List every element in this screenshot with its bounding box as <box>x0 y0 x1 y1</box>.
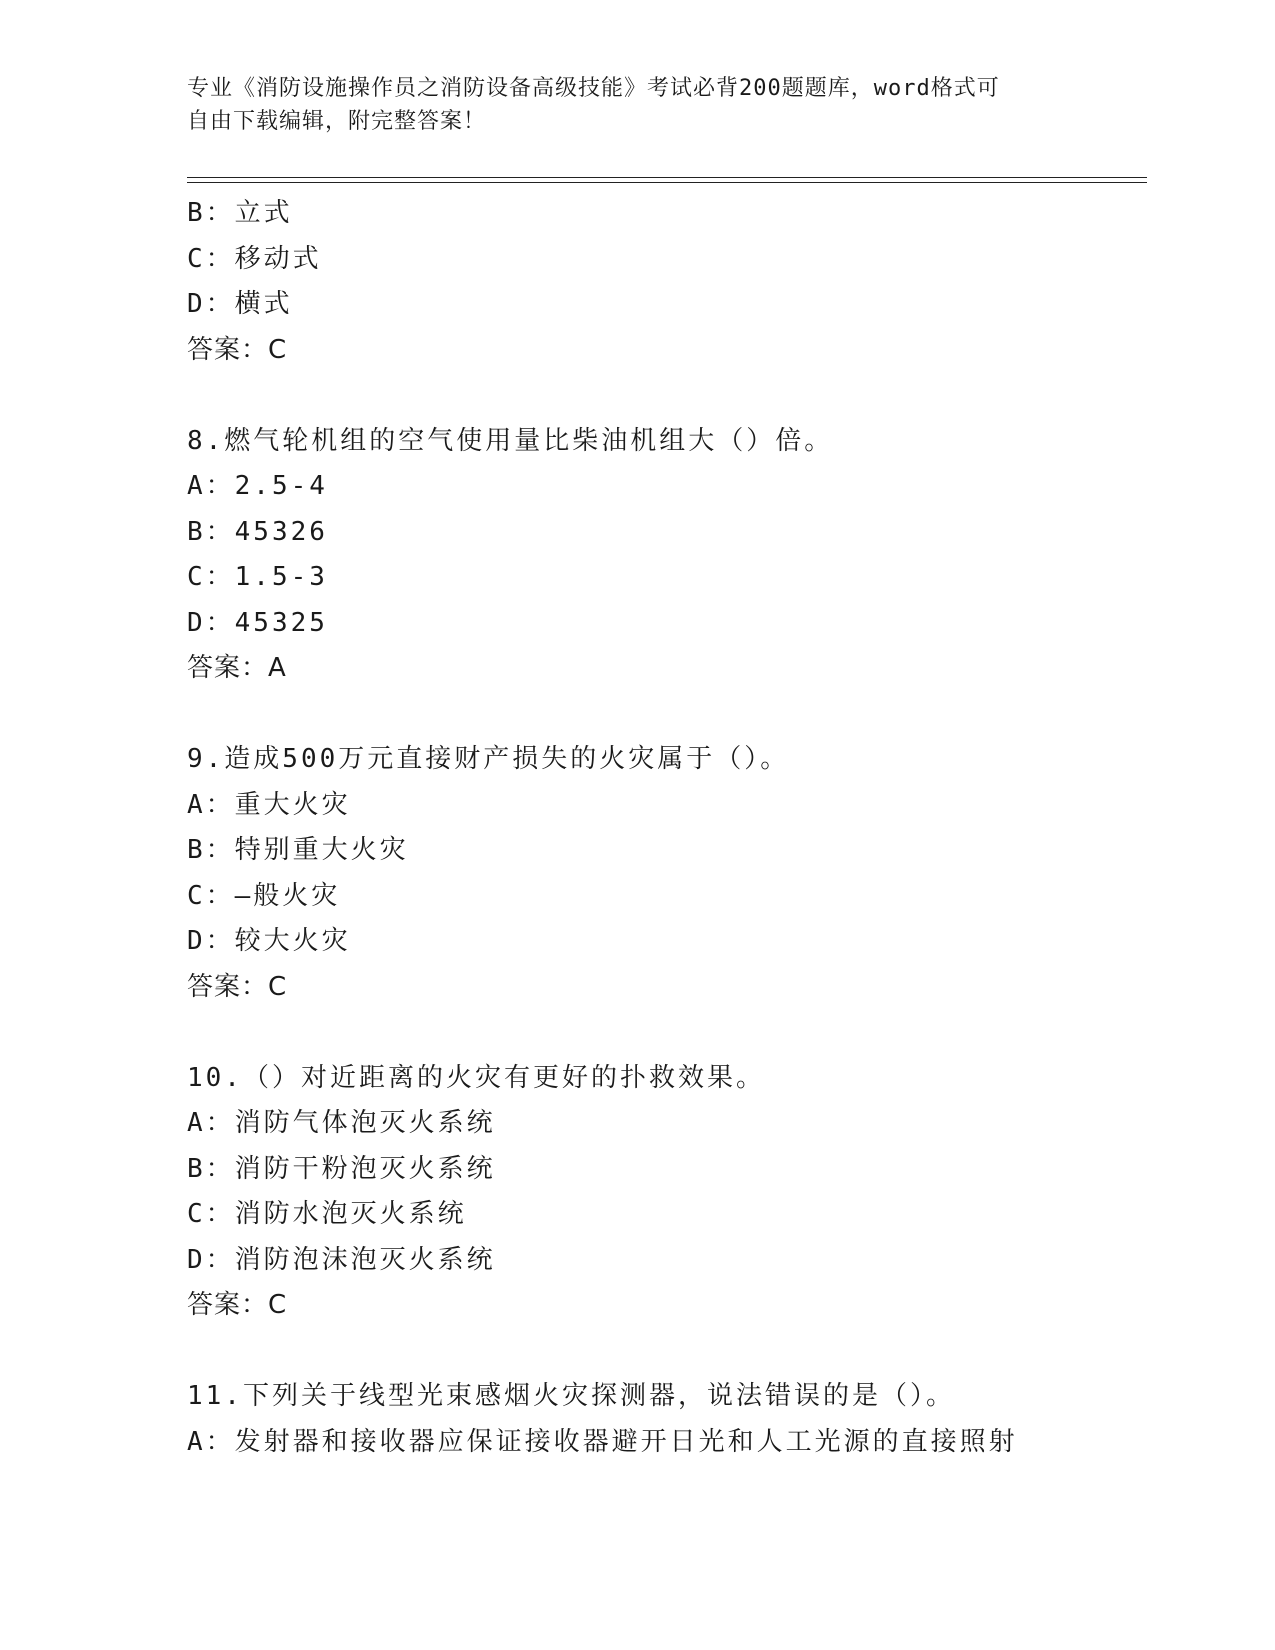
question-list <box>187 191 1167 1465</box>
question-9 <box>187 737 1167 1010</box>
question-gap <box>187 1010 1167 1056</box>
option-d: D：横式 <box>187 289 293 319</box>
question-11 <box>187 1374 1167 1465</box>
document-header <box>187 72 1067 138</box>
option-b: B：消防干粉泡灭火系统 <box>187 1153 496 1184</box>
option-b: B：特别重大火灾 <box>187 835 409 865</box>
question-10 <box>187 1056 1167 1329</box>
option-a: A：消防气体泡灭火系统 <box>187 1108 496 1138</box>
option-c: C：移动式 <box>187 243 322 274</box>
question-stem: 11.下列关于线型光束感烟火灾探测器，说法错误的是（）。 <box>187 1381 955 1411</box>
header-line-1: 专业《消防设施操作员之消防设备高级技能》考试必背200题题库，word格式可 <box>187 76 1000 101</box>
answer-line: 答案：C <box>187 971 288 1002</box>
option-d: D：消防泡沫泡灭火系统 <box>187 1244 496 1275</box>
question-7 <box>187 191 1167 373</box>
option-a: A：发射器和接收器应保证接收器避开日光和人工光源的直接照射 <box>187 1426 1018 1457</box>
answer-line: 答案：C <box>187 1290 288 1320</box>
option-c: C：消防水泡灭火系统 <box>187 1199 467 1229</box>
question-stem: 9.造成500万元直接财产损失的火灾属于（）。 <box>187 744 790 774</box>
question-gap <box>187 1329 1167 1375</box>
option-a: A：2.5-4 <box>187 471 328 501</box>
option-c: C：—般火灾 <box>187 880 341 911</box>
header-line-2: 自由下载编辑，附完整答案！ <box>187 109 487 134</box>
option-b: B：45326 <box>187 516 328 547</box>
header-rule-bottom <box>187 182 1147 183</box>
question-stem: 8.燃气轮机组的空气使用量比柴油机组大（）倍。 <box>187 425 834 456</box>
answer-line: 答案：A <box>187 653 287 683</box>
question-8 <box>187 419 1167 692</box>
option-c: C：1.5-3 <box>187 562 328 592</box>
question-stem: 10.（）对近距离的火灾有更好的扑救效果。 <box>187 1062 765 1093</box>
option-d: D：45325 <box>187 607 328 638</box>
option-d: D：较大火灾 <box>187 926 351 956</box>
option-b: B：立式 <box>187 198 293 228</box>
option-a: A：重大火灾 <box>187 789 351 820</box>
question-gap <box>187 692 1167 738</box>
header-rule-top <box>187 177 1147 178</box>
answer-line: 答案：C <box>187 334 288 365</box>
question-gap <box>187 373 1167 419</box>
